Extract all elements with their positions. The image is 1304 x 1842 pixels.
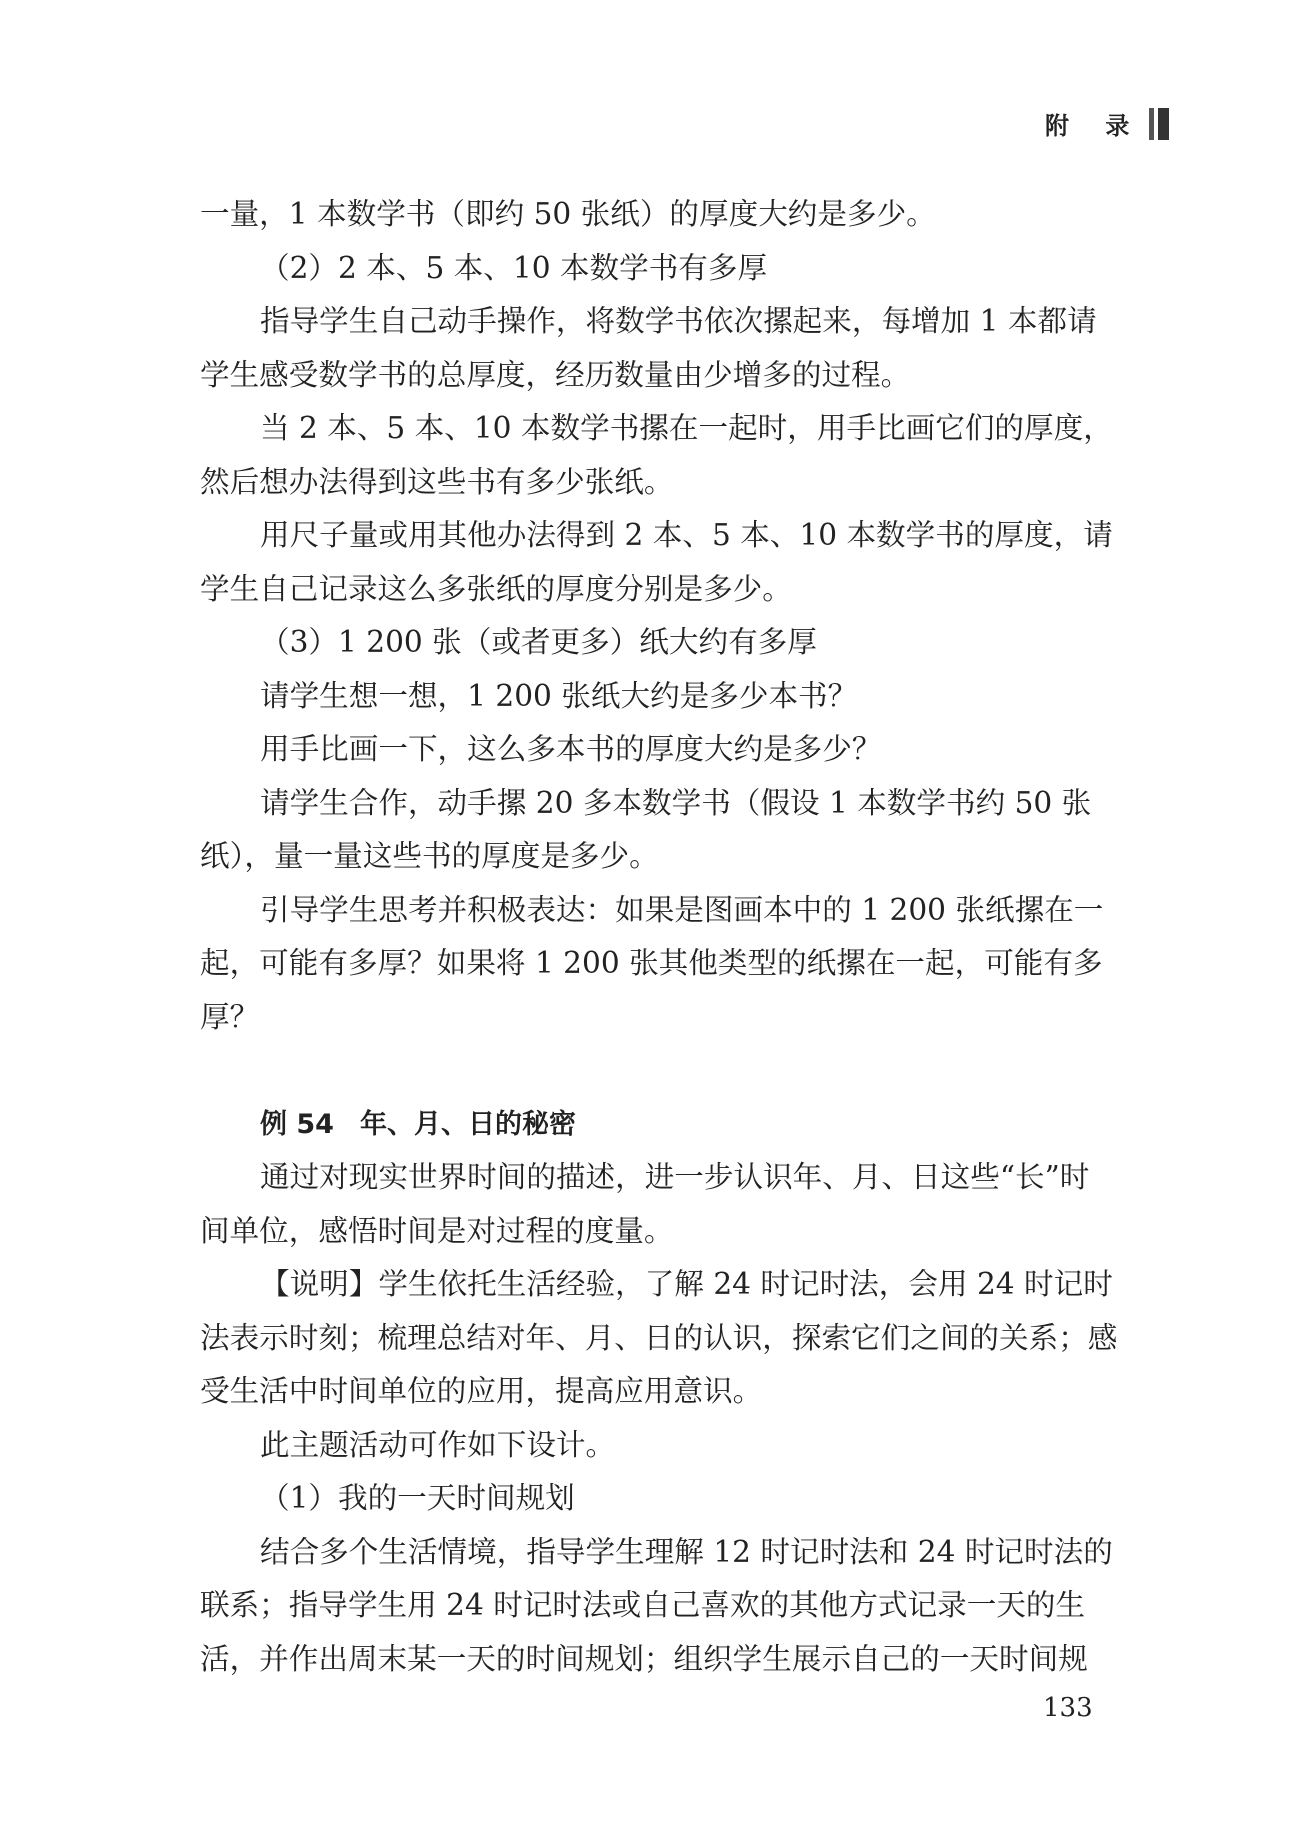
paragraph: 请学生想一想，1 200 张纸大约是多少本书？: [260, 678, 858, 713]
paragraph: 用手比画一下，这么多本书的厚度大约是多少？: [260, 732, 882, 766]
paragraph-continuation: 一量，1 本数学书（即约 50 张纸）的厚度大约是多少。: [200, 197, 936, 231]
running-head: [1045, 106, 1169, 141]
running-head-bar-thick: [1158, 108, 1169, 140]
body-text: [200, 188, 1118, 1686]
paragraph: 结合多个生活情境，指导学生理解 12 时记时法和 24 时记时法的联系；指导学生用 24 时记时法或自己喜欢的其他方式记录一天的生活，并作出周末某一天的时间规划；组织学生展示自己的一天时间规: [200, 1534, 1113, 1676]
paragraph-note: 【说明】学生依托生活经验，了解 24 时记时法，会用 24 时记时法表示时刻；梳理总结对年、月、日的认识，探索它们之间的关系；感受生活中时间单位的应用，提高应用意识。: [200, 1267, 1118, 1408]
subheading-3: （3）1 200 张（或者更多）纸大约有多厚: [260, 625, 817, 659]
paragraph: 当 2 本、5 本、10 本数学书摞在一起时，用手比画它们的厚度，然后想办法得到这些书有多少张纸。: [200, 411, 1113, 499]
subheading-1: （1）我的一天时间规划: [260, 1481, 575, 1515]
example-title: 年、月、日的秘密: [359, 1108, 576, 1140]
paragraph: 指导学生自己动手操作，将数学书依次摞起来，每增加 1 本都请学生感受数学书的总厚度，经历数量由少增多的过程。: [200, 304, 1097, 392]
paragraph: 引导学生思考并积极表达：如果是图画本中的 1 200 张纸摞在一起，可能有多厚？如果将 1 200 张其他类型的纸摞在一起，可能有多厚？: [200, 892, 1104, 1034]
paragraph: 用尺子量或用其他办法得到 2 本、5 本、10 本数学书的厚度，请学生自己记录这么多张纸的厚度分别是多少。: [200, 518, 1113, 606]
paragraph: 通过对现实世界时间的描述，进一步认识年、月、日这些“长”时间单位，感悟时间是对过程的度量。: [200, 1160, 1090, 1248]
running-head-bar-thin: [1149, 108, 1154, 140]
subheading-2: （2）2 本、5 本、10 本数学书有多厚: [260, 250, 768, 285]
section-gap: [200, 1044, 1118, 1098]
page-number: 133: [1043, 1693, 1093, 1723]
running-head-bars-decoration: [1149, 108, 1169, 140]
paragraph: 此主题活动可作如下设计。: [260, 1427, 616, 1462]
example-heading: [200, 1098, 1118, 1152]
example-number: 例 54: [260, 1108, 334, 1140]
running-head-title: 附 录: [1045, 112, 1144, 140]
paragraph: 请学生合作，动手摞 20 多本数学书（假设 1 本数学书约 50 张纸），量一量这些书的厚度是多少。: [200, 785, 1092, 873]
